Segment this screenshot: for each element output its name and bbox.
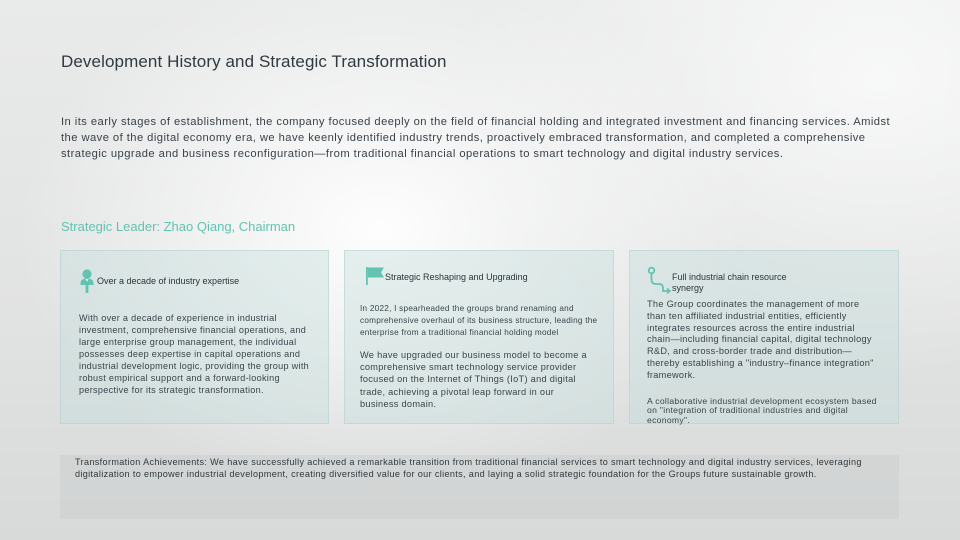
card-text: We have upgraded our business model to become a comprehensive smart technology service provider focused on the Internet of Things (IoT) and digital trade, achieving a pivotal leap forward in our business domain. [360, 350, 587, 409]
card-text: With over a decade of experience in industrial investment, comprehensive financial operations, and large enterprise group management, the individual possesses deep expertise in capital operations and industrial development logic, providing the group with robust empirical support and a forward-looking perspective for its strategic transformation. [79, 313, 310, 395]
card-title: Over a decade of industry expertise [97, 276, 240, 286]
card-text: In 2022, I spearheaded the groups brand renaming and comprehensive overhaul of its business structure, leading the enterprise from a traditional financial holding model [360, 304, 598, 337]
card-chain-synergy [629, 250, 899, 424]
card-strategic-reshaping [344, 250, 614, 424]
flag-icon [365, 266, 385, 286]
route-icon [647, 266, 673, 294]
card-industry-expertise [60, 250, 329, 424]
person-icon [79, 268, 97, 294]
achievements-text: Transformation Achievements: We have successfully achieved a remarkable transition from traditional financial services to smart technology and digital industry services, leveraging digitalization to empower industrial development, creating diversified value for our clients, and laying a solid strategic foundation for the Groups future sustainable growth. [75, 457, 862, 480]
card-text: The Group coordinates the management of more than ten affiliated industrial entities, efficiently integrates resources across the entire industrial chain—including financial capital, digital technology R&D, and cross-border trade and distribution—thereby establishing a "industry–finance integration" framework. [647, 299, 874, 380]
strategic-leader-heading: Strategic Leader: Zhao Qiang, Chairman [61, 219, 296, 234]
page-title: Development History and Strategic Transformation [61, 52, 447, 71]
card-text: A collaborative industrial development ecosystem based on "integration of traditional industries and digital economy". [647, 396, 877, 425]
achievements-bar [60, 455, 899, 519]
intro-paragraph: In its early stages of establishment, the company focused deeply on the field of financial holding and integrated investment and financing services. Amidst the wave of the digital economy era, we have keenly identified industry trends, proactively embraced transformation, and completed a comprehensive strategic upgrade and business reconfiguration—from traditional financial operations to smart technology and digital industry services. [61, 116, 891, 161]
card-title: Full industrial chain resource synergy [672, 272, 787, 293]
card-title: Strategic Reshaping and Upgrading [385, 272, 528, 282]
